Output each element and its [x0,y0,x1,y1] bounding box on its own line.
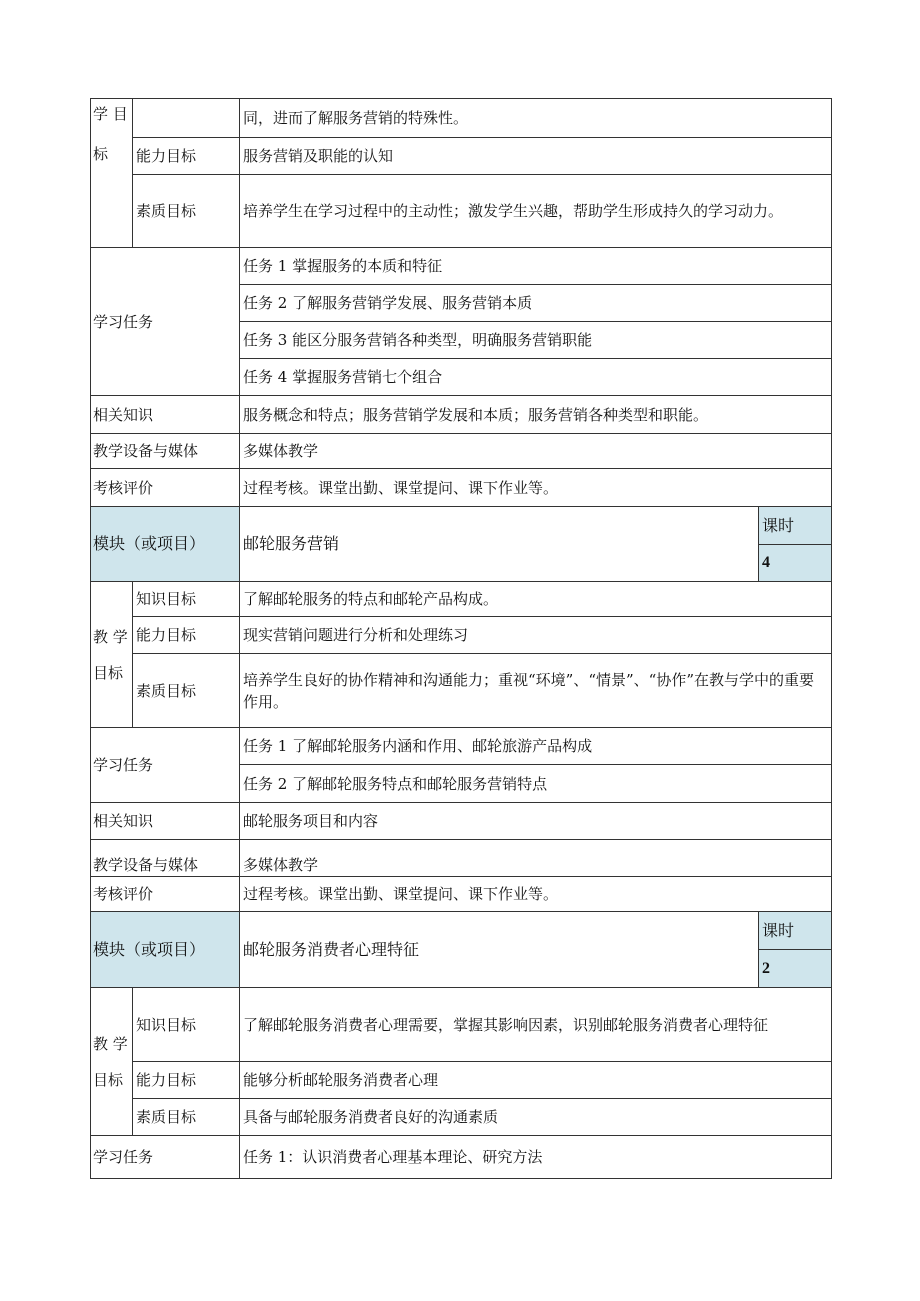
module-label: 模块（或项目） [91,507,240,582]
equipment-text: 多媒体教学 [240,840,832,877]
ability-objective-text: 现实营销问题进行分析和处理练习 [240,617,832,654]
equipment-text: 多媒体教学 [240,434,832,469]
module-label: 模块（或项目） [91,912,240,988]
ability-objective-label: 能力目标 [133,138,240,175]
quality-objective-text: 具备与邮轮服务消费者良好的沟通素质 [240,1099,832,1136]
teaching-objective-label [91,582,133,728]
syllabus-table [90,98,832,1179]
knowledge-objective-label: 知识目标 [133,582,240,617]
hours-value: 4 [759,545,832,582]
learning-tasks-label: 学习任务 [91,728,240,803]
module-title: 邮轮服务营销 [240,507,759,582]
teaching-objective-line1: 教 学 [93,1034,128,1053]
continued-objective-text: 同，进而了解服务营销的特殊性。 [240,99,832,138]
hours-value: 2 [759,950,832,988]
learning-task-item: 任务 1 了解邮轮服务内涵和作用、邮轮旅游产品构成 [240,728,832,765]
quality-objective-label: 素质目标 [133,1099,240,1136]
ability-objective-text: 服务营销及职能的认知 [240,138,832,175]
ability-objective-text: 能够分析邮轮服务消费者心理 [240,1062,832,1099]
quality-objective-label: 素质目标 [133,654,240,728]
teaching-objective-line1: 教 学 [93,627,128,646]
learning-tasks-label: 学习任务 [91,1136,240,1179]
related-knowledge-label: 相关知识 [91,396,240,434]
teaching-objective-line2: 目标 [93,663,124,682]
quality-objective-label: 素质目标 [133,175,240,248]
hours-label: 课时 [759,507,832,545]
assessment-text: 过程考核。课堂出勤、课堂提问、课下作业等。 [240,877,832,912]
module-title: 邮轮服务消费者心理特征 [240,912,759,988]
teaching-objective-label [91,988,133,1136]
learning-task-item: 任务 2 了解服务营销学发展、服务营销本质 [240,285,832,322]
related-knowledge-text: 邮轮服务项目和内容 [240,803,832,840]
objective-label [91,99,133,248]
equipment-label: 教学设备与媒体 [91,434,240,469]
objective-label-line1: 学 目 [93,105,128,123]
assessment-label: 考核评价 [91,469,240,507]
equipment-label: 教学设备与媒体 [91,840,240,877]
related-knowledge-text: 服务概念和特点；服务营销学发展和本质；服务营销各种类型和职能。 [240,396,832,434]
knowledge-objective-text: 了解邮轮服务消费者心理需要，掌握其影响因素，识别邮轮服务消费者心理特征 [240,988,832,1062]
learning-task-item: 任务 1：认识消费者心理基本理论、研究方法 [240,1136,832,1179]
knowledge-objective-text: 了解邮轮服务的特点和邮轮产品构成。 [240,582,832,617]
learning-task-item: 任务 3 能区分服务营销各种类型，明确服务营销职能 [240,322,832,359]
knowledge-objective-label: 知识目标 [133,988,240,1062]
learning-task-item: 任务 1 掌握服务的本质和特征 [240,248,832,285]
quality-objective-text: 培养学生良好的协作精神和沟通能力；重视“环境”、“情景”、“协作”在教与学中的重要作用。 [240,654,832,728]
objective-label-line2: 标 [93,145,109,163]
learning-tasks-label: 学习任务 [91,248,240,396]
assessment-label: 考核评价 [91,877,240,912]
ability-objective-label: 能力目标 [133,617,240,654]
assessment-text: 过程考核。课堂出勤、课堂提问、课下作业等。 [240,469,832,507]
learning-task-item: 任务 4 掌握服务营销七个组合 [240,359,832,396]
hours-label: 课时 [759,912,832,950]
related-knowledge-label: 相关知识 [91,803,240,840]
continued-label-cell [133,99,240,138]
teaching-objective-line2: 目标 [93,1070,124,1089]
quality-objective-text: 培养学生在学习过程中的主动性；激发学生兴趣，帮助学生形成持久的学习动力。 [240,175,832,248]
ability-objective-label: 能力目标 [133,1062,240,1099]
learning-task-item: 任务 2 了解邮轮服务特点和邮轮服务营销特点 [240,765,832,803]
